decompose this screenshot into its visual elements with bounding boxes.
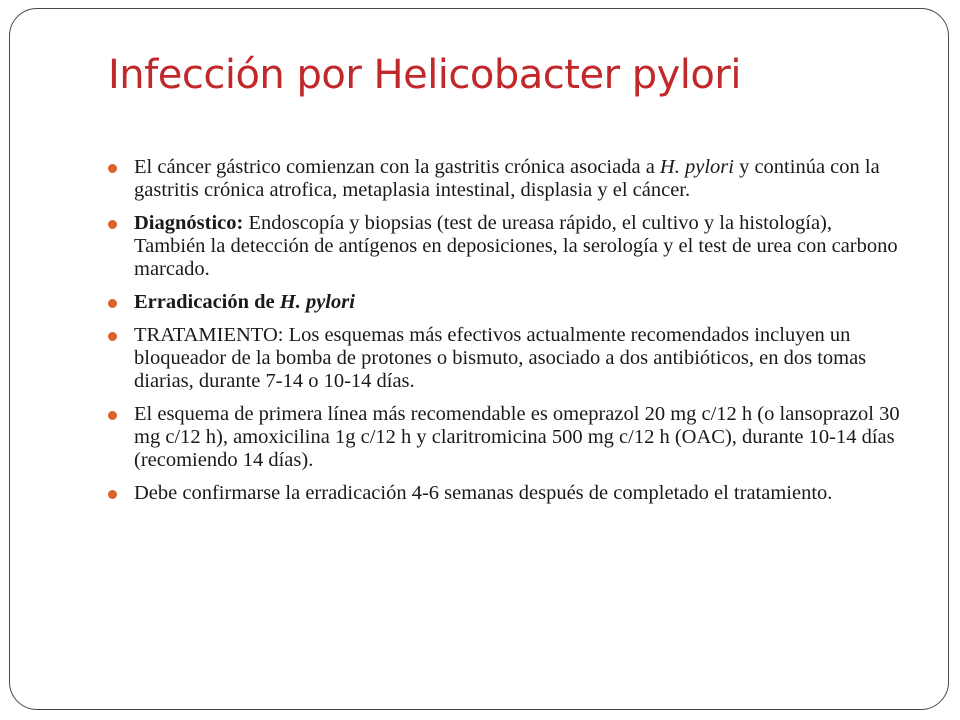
bullet-italic-text: H. pylori bbox=[659, 156, 734, 178]
bullet-dot-icon bbox=[108, 490, 117, 499]
bullet-diagnostico bbox=[108, 212, 908, 281]
bullet-bold-label: Diagnóstico: bbox=[134, 212, 244, 234]
bullet-confirmar-erradicacion bbox=[108, 482, 908, 505]
slide-title: Infección por Helicobacter pylori bbox=[108, 52, 741, 98]
bullet-list bbox=[108, 156, 908, 515]
bullet-bold-label: Erradicación de bbox=[134, 291, 280, 313]
bullet-esquema-primera-linea bbox=[108, 403, 908, 472]
bullet-text: TRATAMIENTO: Los esquemas más efectivos actualmente recomendados incluyen un bloqueador de la bomba de protones o bismuto, asociado a dos antibióticos, en dos tomas diarias, durante 7-14 o 10-14 días. bbox=[134, 324, 867, 392]
bullet-bold-italic-text: H. pylori bbox=[279, 291, 355, 313]
bullet-text: El esquema de primera línea más recomendable es omeprazol 20 mg c/12 h (o lansoprazol 30 mg c/12 h), amoxicilina 1g c/12 h y claritromicina 500 mg c/12 h (OAC), durante 10-14 días (recomiendo 14 días). bbox=[134, 403, 900, 471]
bullet-dot-icon bbox=[108, 332, 117, 341]
bullet-cancer-gastrico bbox=[108, 156, 908, 202]
bullet-dot-icon bbox=[108, 299, 117, 308]
bullet-text: El cáncer gástrico comienzan con la gastritis crónica asociada a bbox=[134, 156, 660, 178]
bullet-text: y continúa con la gastritis crónica atrofica, metaplasia intestinal, displasia y el cáncer. bbox=[134, 156, 880, 201]
bullet-text: Debe confirmarse la erradicación 4-6 semanas después de completado el tratamiento. bbox=[134, 482, 833, 504]
bullet-dot-icon bbox=[108, 164, 117, 173]
bullet-dot-icon bbox=[108, 411, 117, 420]
bullet-dot-icon bbox=[108, 220, 117, 229]
bullet-tratamiento bbox=[108, 324, 908, 393]
bullet-text: Endoscopía y biopsias (test de ureasa rápido, el cultivo y la histología), También la detección de antígenos en deposiciones, la serología y el test de urea con carbono marcado. bbox=[134, 212, 898, 280]
bullet-erradicacion bbox=[108, 291, 908, 314]
